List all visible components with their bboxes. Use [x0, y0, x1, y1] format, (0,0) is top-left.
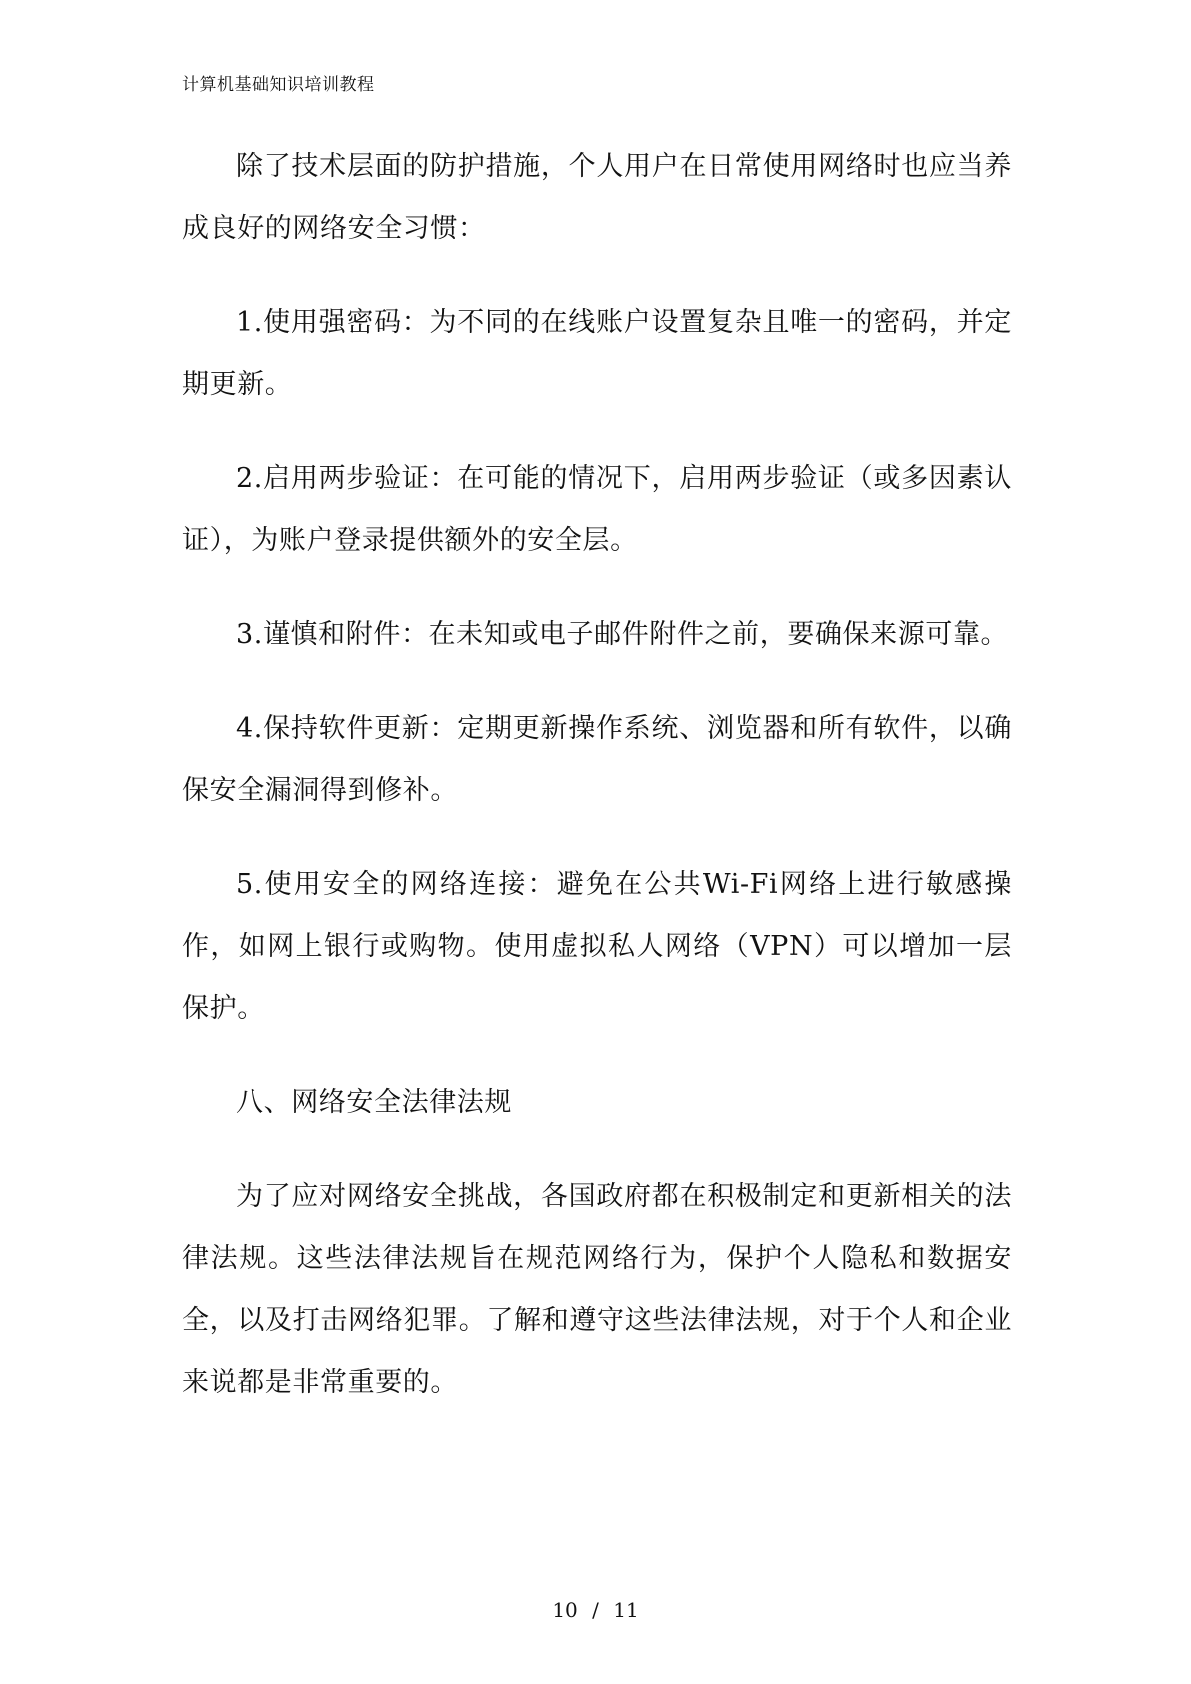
section-heading: 八、网络安全法律法规 [236, 1087, 512, 1118]
list-item-attachments: 3.谨慎和附件：在未知或电子邮件附件之前，要确保来源可靠。 [236, 619, 1009, 650]
list-item-strong-password: 1.使用强密码：为不同的在线账户设置复杂且唯一的密码，并定期更新。 [182, 307, 1012, 400]
laws-paragraph: 为了应对网络安全挑战，各国政府都在积极制定和更新相关的法律法规。这些法律法规旨在规范网络行为，保护个人隐私和数据安全，以及打击网络犯罪。了解和遵守这些法律法规，对于个人和企业来说都是非常重要的。 [182, 1181, 1012, 1398]
intro-paragraph: 除了技术层面的防护措施，个人用户在日常使用网络时也应当养成良好的网络安全习惯： [182, 151, 1012, 244]
document-body [182, 136, 1012, 1414]
page-number: 10 / 11 [552, 1598, 639, 1622]
list-item-two-step-verification: 2.启用两步验证：在可能的情况下，启用两步验证（或多因素认证），为账户登录提供额外的安全层。 [182, 463, 1012, 556]
list-item-secure-connection: 5.使用安全的网络连接：避免在公共Wi-Fi网络上进行敏感操作，如网上银行或购物。使用虚拟私人网络（VPN）可以增加一层保护。 [182, 869, 1012, 1024]
list-item-software-updates: 4.保持软件更新：定期更新操作系统、浏览器和所有软件，以确保安全漏洞得到修补。 [182, 713, 1012, 806]
running-header: 计算机基础知识培训教程 [182, 75, 375, 95]
